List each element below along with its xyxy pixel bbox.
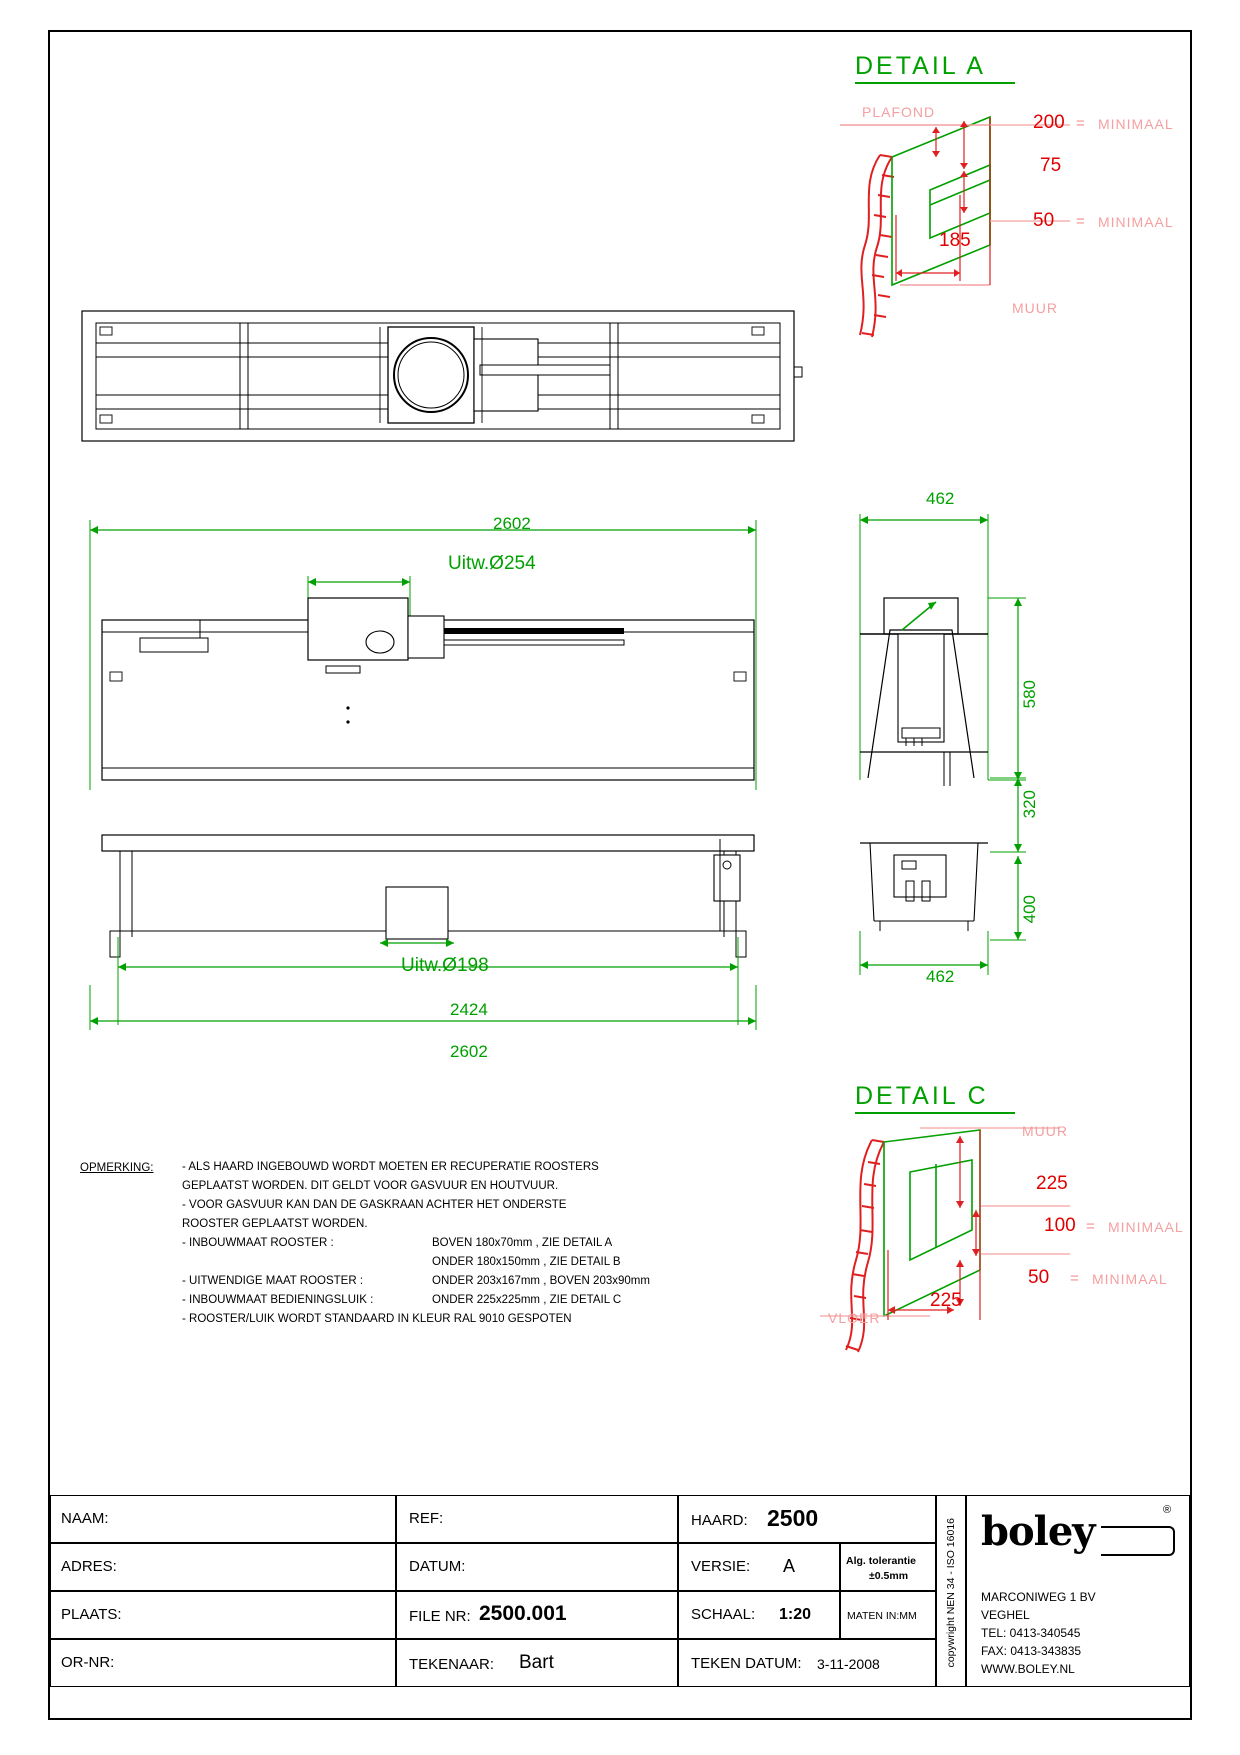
tb-haard-label: HAARD: bbox=[691, 1512, 748, 1529]
tb-tekenaar-label: TEKENAAR: bbox=[409, 1656, 495, 1673]
tb-ref-cell bbox=[396, 1495, 678, 1543]
tb-filenr-label: FILE NR: bbox=[409, 1608, 471, 1625]
detail-a-dim-185: 185 bbox=[939, 230, 971, 251]
tb-tolerantie-line2: ±0.5mm bbox=[869, 1570, 909, 1582]
notes-lines bbox=[182, 1158, 650, 1329]
note-line-3: - VOOR GASVUUR KAN DAN DE GASKRAAN ACHTER HET ONDERSTE bbox=[182, 1199, 567, 1211]
tb-haard-value: 2500 bbox=[767, 1505, 819, 1531]
tb-versie-value: A bbox=[783, 1556, 796, 1576]
front-view-drawing bbox=[80, 490, 820, 810]
tb-plaats-cell bbox=[50, 1591, 396, 1639]
tb-tekendatum-cell bbox=[678, 1639, 936, 1687]
bottom-view-drawing bbox=[80, 825, 820, 1055]
tb-schaal-label: SCHAAL: bbox=[691, 1606, 756, 1623]
detail-c-eq-2: = bbox=[1070, 1270, 1079, 1287]
logo-box-decoration bbox=[1101, 1526, 1175, 1556]
dim-580: 580 bbox=[1020, 680, 1039, 709]
note-row-2-left: - UITWENDIGE MAAT ROOSTER : bbox=[182, 1275, 364, 1287]
tb-datum-cell bbox=[396, 1543, 678, 1591]
dim-2424: 2424 bbox=[450, 1000, 488, 1019]
tb-copyright-cell bbox=[936, 1495, 966, 1687]
company-logo: boley bbox=[981, 1508, 1095, 1555]
detail-c-dim-50: 50 bbox=[1028, 1267, 1050, 1288]
detail-a-plafond-label: PLAFOND bbox=[862, 104, 936, 120]
company-tel: TEL: 0413-340545 bbox=[981, 1626, 1081, 1640]
tb-tekenaar-cell bbox=[396, 1639, 678, 1687]
tb-datum-label: DATUM: bbox=[409, 1558, 466, 1575]
dim-2602-top: 2602 bbox=[493, 514, 531, 533]
tb-ornr-label: OR-NR: bbox=[61, 1654, 115, 1671]
tb-tolerantie-line1: Alg. tolerantie bbox=[846, 1555, 917, 1567]
note-line-last: - ROOSTER/LUIK WORDT STANDAARD IN KLEUR RAL 9010 GESPOTEN bbox=[182, 1313, 572, 1325]
tb-adres-cell bbox=[50, 1543, 396, 1591]
detail-a-eq-1: = bbox=[1076, 115, 1085, 132]
note-row-3-right: ONDER 225x225mm , ZIE DETAIL C bbox=[432, 1294, 622, 1306]
detail-a-minimaal-2: MINIMAAL bbox=[1098, 214, 1174, 230]
tb-filenr-cell bbox=[396, 1591, 678, 1639]
tb-tolerantie-cell bbox=[840, 1543, 936, 1591]
detail-c-minimaal-2: MINIMAAL bbox=[1092, 1271, 1168, 1287]
detail-a-title: DETAIL A bbox=[855, 52, 986, 80]
company-address-2: VEGHEL bbox=[981, 1608, 1030, 1622]
notes-label: OPMERKING: bbox=[80, 1162, 154, 1174]
note-row-0-left: - INBOUWMAAT ROOSTER : bbox=[182, 1237, 334, 1249]
company-address-1: MARCONIWEG 1 BV bbox=[981, 1590, 1096, 1604]
note-row bbox=[182, 1234, 650, 1253]
tb-copyright-text: copywright NEN 34 - ISO 16016 bbox=[945, 1518, 957, 1668]
detail-c-title-underline bbox=[855, 1112, 1015, 1114]
registered-mark-icon: ® bbox=[1163, 1504, 1172, 1516]
note-row-1-right: ONDER 180x150mm , ZIE DETAIL B bbox=[432, 1256, 621, 1268]
note-row-3-left: - INBOUWMAAT BEDIENINGSLUIK : bbox=[182, 1294, 374, 1306]
tb-haard-cell bbox=[678, 1495, 936, 1543]
detail-a-dim-75: 75 bbox=[1040, 155, 1062, 176]
tb-plaats-label: PLAATS: bbox=[61, 1606, 122, 1623]
note-row bbox=[182, 1291, 650, 1310]
dim-400: 400 bbox=[1020, 895, 1039, 924]
detail-a-drawing bbox=[840, 95, 1100, 355]
company-fax: FAX: 0413-343835 bbox=[981, 1644, 1082, 1658]
detail-c-title: DETAIL C bbox=[855, 1082, 989, 1110]
tb-versie-cell bbox=[678, 1543, 840, 1591]
detail-a-minimaal-1: MINIMAAL bbox=[1098, 116, 1174, 132]
tb-company-cell bbox=[966, 1495, 1190, 1687]
note-line-2: GEPLAATST WORDEN. DIT GELDT VOOR GASVUUR EN HOUTVUUR. bbox=[182, 1180, 559, 1192]
dim-2602-bottom: 2602 bbox=[450, 1042, 488, 1061]
tb-versie-label: VERSIE: bbox=[691, 1558, 751, 1575]
detail-a-muur-label: MUUR bbox=[1012, 300, 1058, 316]
detail-c-vloer-label: VLOER bbox=[828, 1310, 881, 1326]
dim-462-top: 462 bbox=[926, 489, 955, 508]
tb-naam-cell bbox=[50, 1495, 396, 1543]
tb-maten-label: MATEN IN:MM bbox=[847, 1610, 917, 1622]
note-row-1-left bbox=[182, 1253, 432, 1272]
note-row-0-right: BOVEN 180x70mm , ZIE DETAIL A bbox=[432, 1237, 613, 1249]
dim-uitw-198: Uitw.Ø198 bbox=[401, 955, 489, 976]
dim-320: 320 bbox=[1020, 790, 1039, 819]
detail-c-minimaal-1: MINIMAAL bbox=[1108, 1219, 1184, 1235]
side-view-lower-drawing bbox=[840, 825, 1130, 1005]
note-row bbox=[182, 1272, 650, 1291]
tb-filenr-value: 2500.001 bbox=[479, 1602, 567, 1625]
title-block bbox=[50, 1495, 1190, 1687]
detail-c-eq-1: = bbox=[1086, 1218, 1095, 1235]
tb-schaal-cell bbox=[678, 1591, 840, 1639]
note-row bbox=[182, 1253, 650, 1272]
detail-c-muur-label: MUUR bbox=[1022, 1123, 1068, 1139]
detail-c-dim-225-right: 225 bbox=[1036, 1173, 1068, 1194]
detail-a-dim-50: 50 bbox=[1033, 210, 1055, 231]
detail-c-dim-100: 100 bbox=[1044, 1215, 1076, 1236]
note-row-2-right: ONDER 203x167mm , BOVEN 203x90mm bbox=[432, 1275, 650, 1287]
detail-c-dim-225-bottom: 225 bbox=[930, 1290, 962, 1311]
tb-tekendatum-value: 3-11-2008 bbox=[817, 1656, 880, 1672]
detail-a-title-underline bbox=[855, 82, 1015, 84]
tb-maten-cell bbox=[840, 1591, 936, 1639]
tb-naam-label: NAAM: bbox=[61, 1510, 109, 1527]
note-line-1: - ALS HAARD INGEBOUWD WORDT MOETEN ER RECUPERATIE ROOSTERS bbox=[182, 1161, 599, 1173]
detail-a-eq-2: = bbox=[1076, 213, 1085, 230]
dim-uitw-254: Uitw.Ø254 bbox=[448, 553, 536, 574]
top-view-drawing bbox=[80, 305, 800, 450]
tb-tekenaar-value: Bart bbox=[519, 1652, 554, 1673]
tb-adres-label: ADRES: bbox=[61, 1558, 117, 1575]
company-web: WWW.BOLEY.NL bbox=[981, 1662, 1075, 1676]
detail-a-dim-200: 200 bbox=[1033, 112, 1065, 133]
tb-ref-label: REF: bbox=[409, 1510, 444, 1527]
tb-schaal-value: 1:20 bbox=[779, 1606, 812, 1623]
tb-ornr-cell bbox=[50, 1639, 396, 1687]
tb-tekendatum-label: TEKEN DATUM: bbox=[691, 1655, 802, 1672]
dim-462-bottom: 462 bbox=[926, 967, 955, 986]
notes-block bbox=[80, 1158, 153, 1176]
note-line-4: ROOSTER GEPLAATST WORDEN. bbox=[182, 1218, 368, 1230]
